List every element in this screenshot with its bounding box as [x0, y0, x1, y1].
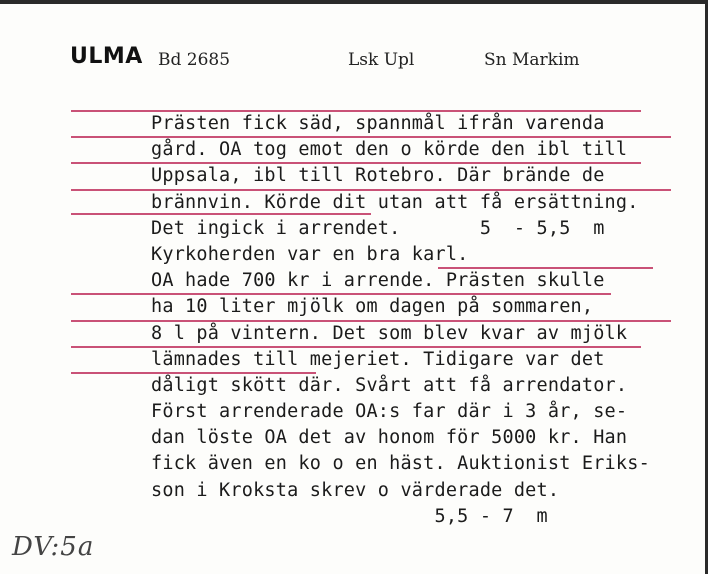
underline-mark — [71, 213, 371, 215]
parish-label: Sn Markim — [484, 50, 580, 70]
text-line: fick även en ko o en häst. Auktionist Eriks- — [151, 453, 650, 475]
text-line: dåligt skött där. Svårt att få arrendator. — [83, 347, 703, 373]
volume-label: Bd 2685 — [158, 50, 231, 70]
text-line: 5,5 - 7 m — [151, 505, 548, 527]
text-line: son i Kroksta skrev o värderade det. — [151, 479, 560, 501]
text-line: Först arrenderade OA:s far där i 3 år, se- — [151, 401, 628, 423]
text-line: Uppsala, ibl till Rotebro. Där brände de — [83, 137, 703, 163]
text-line: Prästen fick säd, spannmål ifrån varenda — [83, 85, 703, 111]
card-top-edge — [0, 0, 708, 4]
text-line: brännvin. Körde dit utan att få ersättning. — [83, 164, 703, 190]
text-line: Kyrkoherden var en bra karl. — [151, 243, 469, 265]
province-label: Lsk Upl — [348, 50, 415, 70]
card-header — [70, 44, 690, 74]
text-line: lämnades till mejeriet. Tidigare var det — [83, 321, 703, 347]
text-line: Det ingick i arrendet. 5 - 5,5 m — [83, 190, 703, 216]
handwritten-signature: DV:5a — [12, 532, 95, 562]
archive-label: ULMA — [70, 44, 143, 69]
text-line: gård. OA tog emot den o körde den ibl till — [83, 111, 703, 137]
text-line: 8 l på vintern. Det som blev kvar av mjölk — [83, 295, 703, 321]
text-line: OA hade 700 kr i arrende. Prästen skulle — [83, 242, 703, 268]
text-line: ha 10 liter mjölk om dagen på sommaren, — [83, 268, 703, 294]
text-line: dan löste OA det av honom för 5000 kr. Han — [151, 427, 628, 449]
card-body — [83, 85, 703, 527]
